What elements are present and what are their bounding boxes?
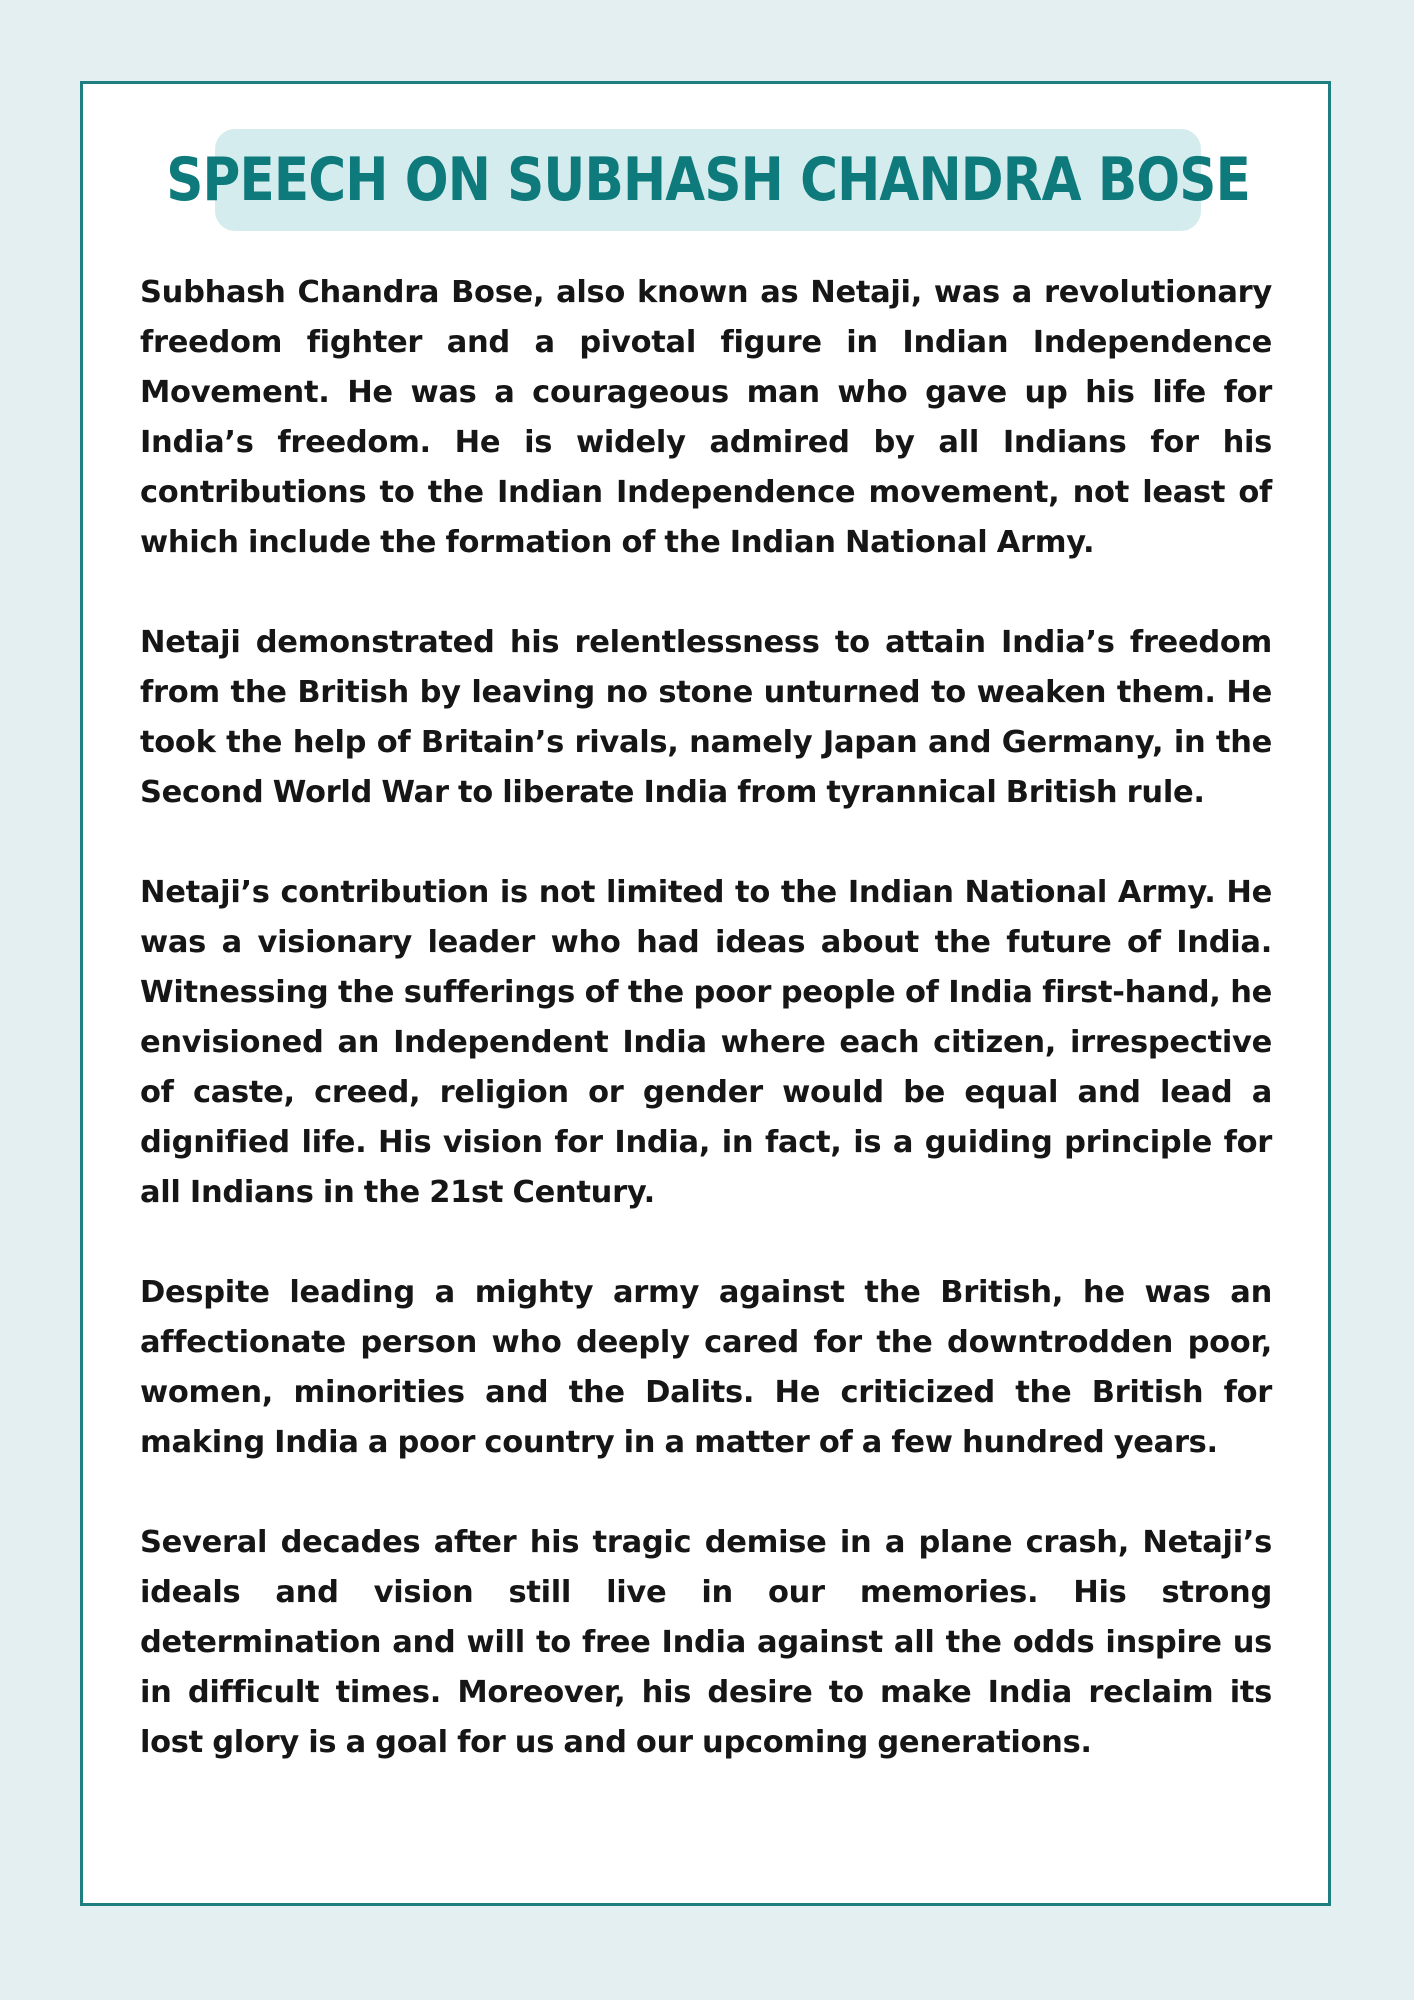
title-banner: [166, 129, 1250, 231]
paragraph: Several decades after his tragic demise in a plane crash, Netaji’s ideals and vision still live in our memories. His strong determination and will to free India against all the odds inspire us in difficult times. Moreover, his desire to make India reclaim its lost glory is a goal for us and our upcoming generations.: [140, 1525, 1272, 1760]
paragraph: Subhash Chandra Bose, also known as Netaji, was a revolutionary freedom fighter and a pivotal figure in Indian Independence Movement. He was a courageous man who gave up his life for India’s freedom. He is widely admired by all Indians for his contributions to the Indian Independence movement, not least of which include the formation of the Indian National Army.: [140, 275, 1272, 560]
paragraph: Netaji demonstrated his relentlessness to attain India’s freedom from the British by leaving no stone unturned to weaken them. He took the help of Britain’s rivals, namely Japan and Germany, in the Second World War to liberate India from tyrannical British rule.: [140, 625, 1272, 810]
speech-body: [140, 268, 1272, 1768]
paragraph: Netaji’s contribution is not limited to the Indian National Army. He was a visionary leader who had ideas about the future of India. Witnessing the sufferings of the poor people of India first-hand, he envisioned an Independent India where each citizen, irrespective of caste, creed, religion or gender would be equal and lead a dignified life. His vision for India, in fact, is a guiding principle for all Indians in the 21st Century.: [140, 875, 1272, 1210]
document-sheet: [80, 81, 1331, 1906]
page-title: SPEECH ON SUBHASH CHANDRA BOSE: [166, 145, 1250, 215]
paragraph: Despite leading a mighty army against the British, he was an affectionate person who deeply cared for the downtrodden poor, women, minorities and the Dalits. He criticized the British for making India a poor country in a matter of a few hundred years.: [140, 1275, 1272, 1460]
